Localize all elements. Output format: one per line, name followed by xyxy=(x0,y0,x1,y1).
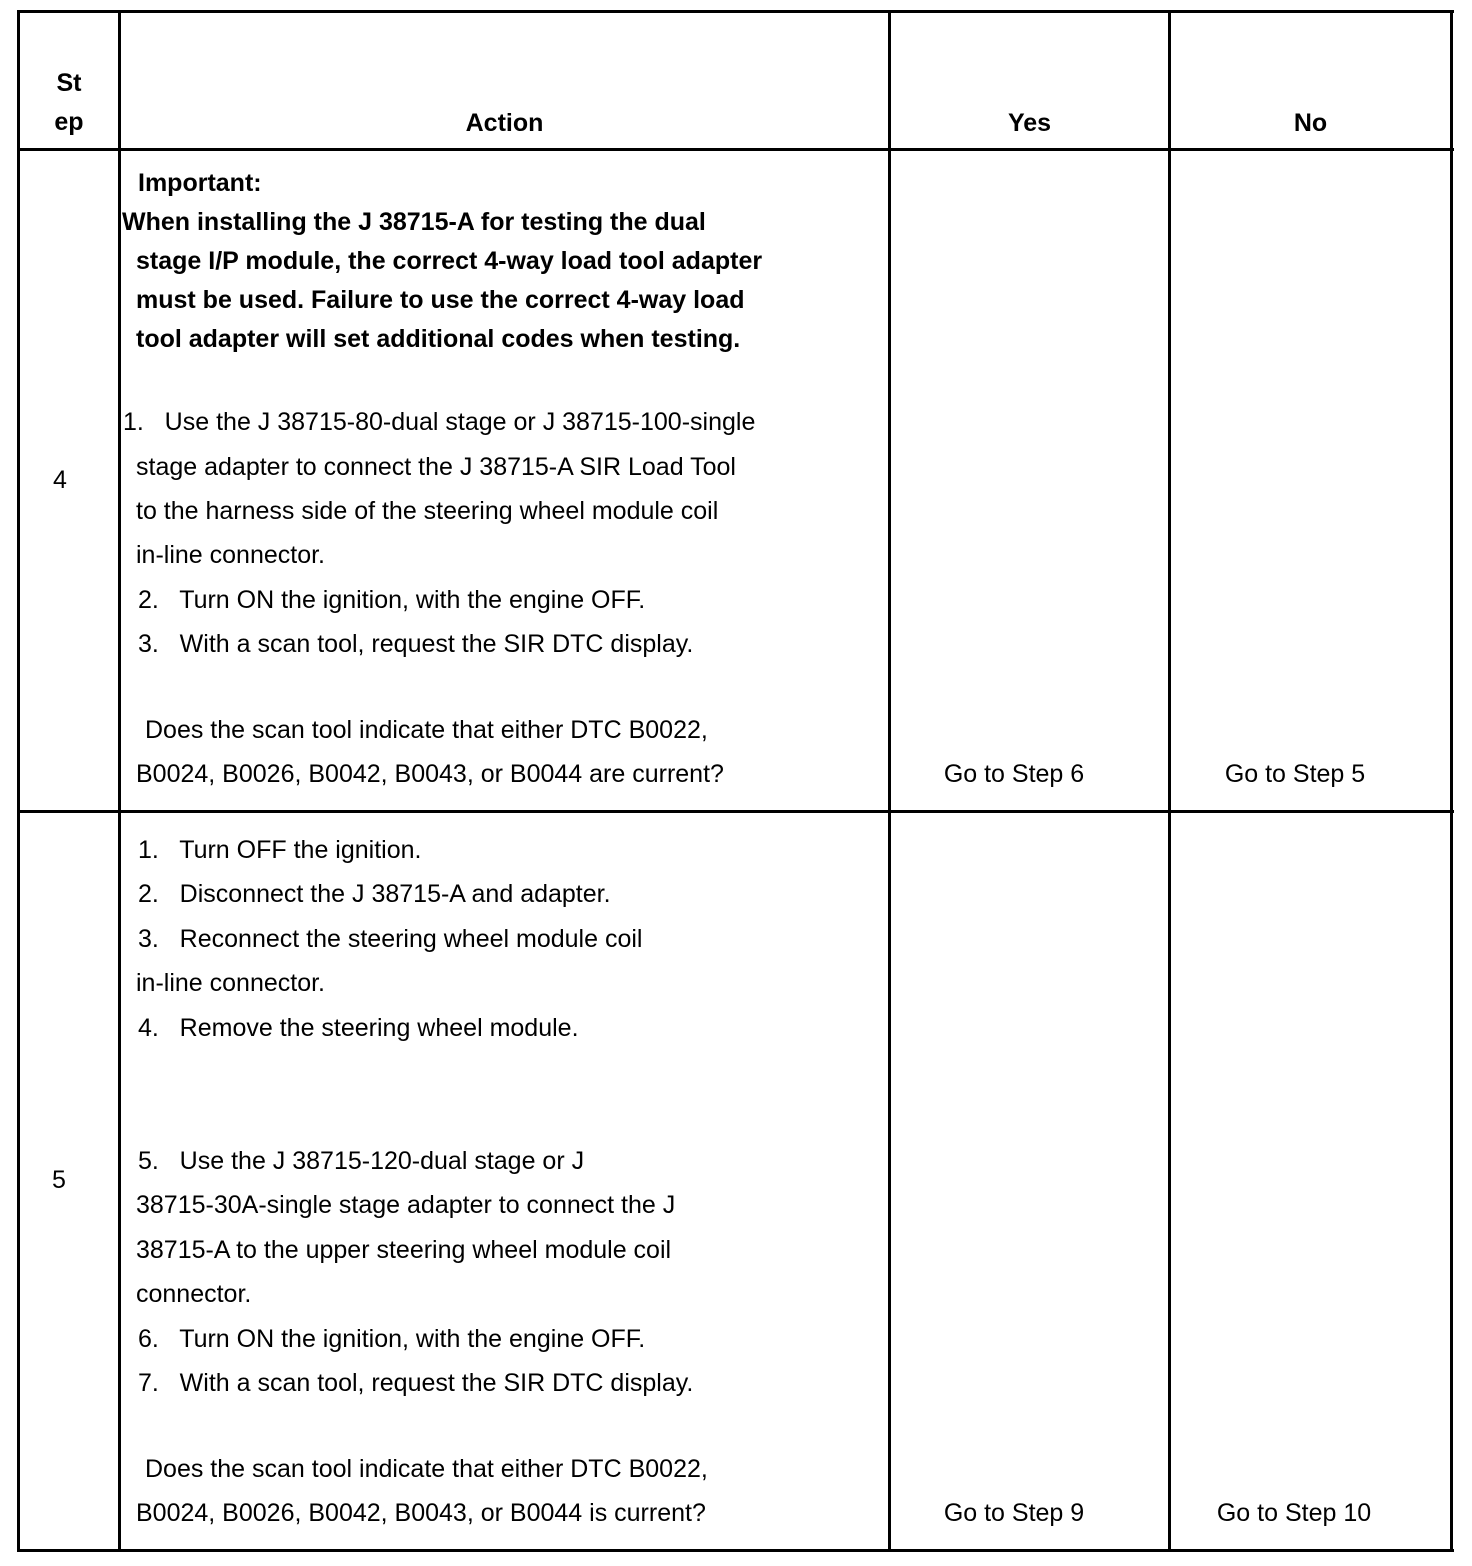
header-yes: Yes xyxy=(1007,109,1052,137)
action-step-line: 5. Use the J 38715-120-dual stage or J xyxy=(138,1147,585,1175)
action-step-line: 2. Disconnect the J 38715-A and adapter. xyxy=(138,880,611,908)
action-step-line: 7. With a scan tool, request the SIR DTC display. xyxy=(138,1369,694,1397)
action-step-line: 6. Turn ON the ignition, with the engine OFF. xyxy=(138,1325,646,1353)
action-step-line: connector. xyxy=(136,1280,252,1308)
action-step-line: 1. Use the J 38715-80-dual stage or J 38715-100-single xyxy=(123,408,756,436)
action-step-line: in-line connector. xyxy=(136,969,326,997)
question-line: Does the scan tool indicate that either DTC B0022, xyxy=(145,716,708,744)
action-step-line: 4. Remove the steering wheel module. xyxy=(138,1014,579,1042)
table-border-bottom xyxy=(17,1549,1454,1552)
no-result: Go to Step 5 xyxy=(1224,760,1366,788)
table-border-left xyxy=(17,10,20,1552)
yes-result: Go to Step 9 xyxy=(943,1499,1085,1527)
action-step-line: 2. Turn ON the ignition, with the engine OFF. xyxy=(138,586,646,614)
no-result: Go to Step 10 xyxy=(1216,1499,1372,1527)
step-number: 5 xyxy=(52,1166,66,1194)
header-no: No xyxy=(1293,109,1328,137)
header-step: St ep xyxy=(54,69,84,136)
important-label: Important: xyxy=(138,169,262,197)
table-border-right xyxy=(1450,10,1453,1552)
action-step-line: stage adapter to connect the J 38715-A SIR Load Tool xyxy=(136,453,736,481)
important-note-line: stage I/P module, the correct 4-way load tool adapter xyxy=(136,247,763,275)
action-step-line: 38715-A to the upper steering wheel module coil xyxy=(136,1236,672,1264)
row-divider xyxy=(17,810,1454,813)
header-action: Action xyxy=(465,109,544,137)
table-border-top xyxy=(17,10,1454,13)
header-divider xyxy=(17,148,1454,151)
important-note-line: When installing the J 38715-A for testing the dual xyxy=(122,208,706,236)
action-step-line: 38715-30A-single stage adapter to connect the J xyxy=(136,1191,676,1219)
action-step-line: 3. With a scan tool, request the SIR DTC display. xyxy=(138,630,694,658)
important-note-line: tool adapter will set additional codes when testing. xyxy=(136,325,741,353)
yes-result: Go to Step 6 xyxy=(943,760,1085,788)
column-divider-step xyxy=(118,10,121,1552)
question-line: Does the scan tool indicate that either DTC B0022, xyxy=(145,1455,708,1483)
action-step-line: 1. Turn OFF the ignition. xyxy=(138,836,422,864)
question-line: B0024, B0026, B0042, B0043, or B0044 are current? xyxy=(136,760,724,788)
action-step-line: in-line connector. xyxy=(136,541,326,569)
action-step-line: to the harness side of the steering wheel module coil xyxy=(136,497,719,525)
step-number: 4 xyxy=(53,466,67,494)
important-note-line: must be used. Failure to use the correct 4-way load xyxy=(136,286,745,314)
action-step-line: 3. Reconnect the steering wheel module coil xyxy=(138,925,643,953)
question-line: B0024, B0026, B0042, B0043, or B0044 is current? xyxy=(136,1499,706,1527)
